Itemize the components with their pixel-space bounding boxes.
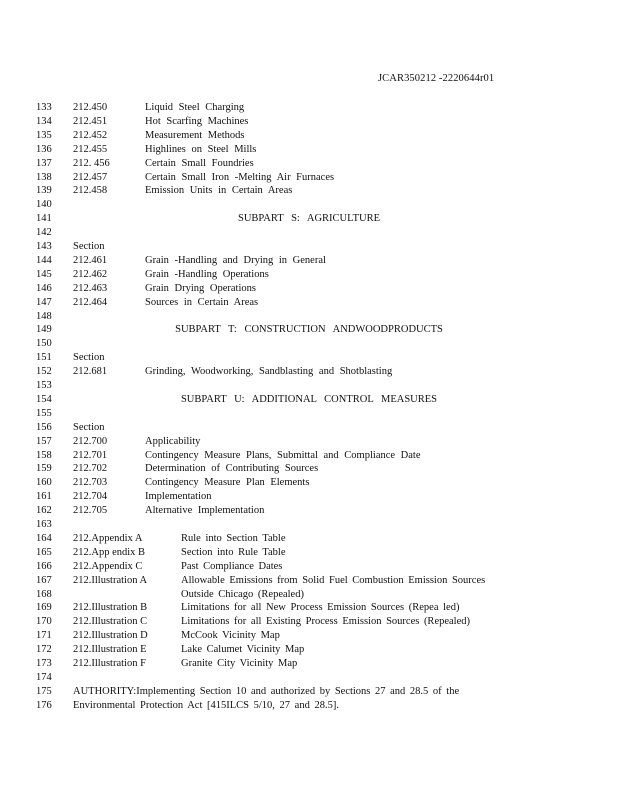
text-line	[0, 449, 618, 463]
line-number: 151	[36, 352, 52, 364]
text-line	[0, 184, 618, 198]
section-number: 212.462	[73, 268, 108, 280]
section-number: 212.461	[73, 254, 108, 266]
line-number: 164	[36, 532, 52, 544]
section-number: 212.705	[73, 505, 108, 517]
section-number: 212.457	[73, 171, 108, 183]
text-line	[0, 518, 618, 532]
text-line	[0, 601, 618, 615]
text-line	[0, 240, 618, 254]
line-number: 153	[36, 380, 52, 391]
text-line	[0, 574, 618, 588]
subpart-heading: SUBPART U: ADDITIONAL CONTROL MEASURES	[180, 393, 438, 405]
section-title: Grain Drying Operations	[145, 282, 256, 294]
section-number: 212.Illustration D	[73, 630, 148, 642]
text-line	[0, 296, 618, 310]
subpart-heading: SUBPART T: CONSTRUCTION ANDWOODPRODUCTS	[175, 324, 443, 336]
section-number: 212.App endix B	[73, 546, 146, 558]
text-line	[0, 407, 618, 421]
line-number: 147	[36, 296, 52, 308]
line-number: 162	[36, 505, 52, 517]
text-line	[0, 379, 618, 393]
section-title: Contingency Measure Plan Elements	[145, 477, 310, 489]
line-number: 174	[36, 671, 52, 683]
section-title: Alternative Implementation	[145, 505, 265, 517]
text-line	[0, 282, 618, 296]
section-number: 212.703	[73, 477, 108, 489]
line-number: 144	[36, 254, 52, 266]
text-line	[0, 504, 618, 518]
appendix-title: Allowable Emissions from Solid Fuel Combustion Emission Sources	[181, 574, 486, 586]
section-number: 212.701	[73, 449, 108, 461]
line-number: 136	[36, 143, 52, 155]
text-line	[0, 629, 618, 643]
section-number: 212.450	[73, 102, 108, 113]
section-title: Measurement Methods	[145, 129, 245, 141]
line-number: 142	[36, 227, 52, 239]
text-line	[0, 226, 618, 240]
line-number: 161	[36, 491, 52, 503]
section-number: 212.700	[73, 435, 108, 447]
line-number: 150	[36, 338, 52, 350]
section-title: Certain Small Iron -Melting Air Furnaces	[145, 171, 335, 183]
section-title: Highlines on Steel Mills	[145, 143, 257, 155]
line-number: 163	[36, 519, 52, 530]
section-number: Section	[73, 352, 105, 364]
line-number: 155	[36, 407, 52, 419]
text-line	[0, 657, 618, 671]
section-title: Sources in Certain Areas	[145, 296, 259, 308]
section-number: 212. 456	[73, 157, 110, 169]
text-line	[0, 532, 618, 546]
text-line	[0, 546, 618, 560]
section-number: 212.Illustration A	[73, 574, 148, 586]
section-number: 212.704	[73, 491, 108, 503]
line-number: 170	[36, 616, 52, 628]
text-line	[0, 462, 618, 476]
line-number: 160	[36, 477, 52, 489]
section-title: Certain Small Foundries	[145, 157, 254, 169]
document-id-header: JCAR350212 -2220644r01	[378, 73, 495, 84]
text-line	[0, 254, 618, 268]
line-number: 137	[36, 157, 52, 169]
appendix-title: Lake Calumet Vicinity Map	[181, 644, 305, 656]
line-number: 173	[36, 658, 52, 669]
text-line	[0, 435, 618, 449]
line-number: 135	[36, 129, 52, 141]
section-number: 212.452	[73, 129, 108, 141]
text-line	[0, 310, 618, 324]
section-number: 212.451	[73, 115, 108, 127]
section-title: Applicability	[145, 435, 201, 447]
line-number: 139	[36, 185, 52, 197]
text-line	[0, 212, 618, 226]
appendix-title: Rule into Section Table	[181, 532, 286, 544]
line-number: 168	[36, 588, 52, 600]
line-number: 138	[36, 171, 52, 183]
line-number: 175	[36, 685, 52, 697]
section-number: 212.464	[73, 296, 108, 308]
text-line	[0, 143, 618, 157]
text-line	[0, 699, 618, 713]
text-line	[0, 365, 618, 379]
text-line	[0, 685, 618, 699]
section-title: Grain -Handling and Drying in General	[145, 254, 326, 266]
text-line	[0, 588, 618, 602]
line-number: 158	[36, 449, 52, 461]
line-number: 169	[36, 602, 52, 614]
appendix-title: Limitations for all New Process Emission Sources (Repea led)	[181, 602, 460, 614]
text-line	[0, 393, 618, 407]
section-number: Section	[73, 241, 105, 252]
text-line	[0, 351, 618, 365]
text-line	[0, 323, 618, 337]
line-number: 146	[36, 282, 52, 294]
section-number: 212.Appendix A	[73, 532, 143, 544]
line-number: 156	[36, 421, 52, 433]
line-number: 167	[36, 574, 52, 586]
authority-text: Environmental Protection Act [415ILCS 5/10, 27 and 28.5].	[73, 699, 339, 711]
section-number: 212.455	[73, 143, 108, 155]
section-title: Emission Units in Certain Areas	[145, 185, 293, 197]
line-number: 154	[36, 393, 52, 405]
text-line	[0, 115, 618, 129]
text-line	[0, 157, 618, 171]
section-title: Implementation	[145, 491, 212, 503]
text-line	[0, 643, 618, 657]
line-number: 176	[36, 699, 52, 711]
section-number: 212.Illustration C	[73, 616, 148, 628]
text-line	[0, 129, 618, 143]
line-number: 143	[36, 241, 52, 252]
appendix-title: McCook Vicinity Map	[181, 630, 280, 642]
section-number: 212.702	[73, 463, 108, 475]
text-line	[0, 490, 618, 504]
line-number: 140	[36, 199, 52, 211]
text-line	[0, 101, 618, 115]
appendix-title: Granite City Vicinity Map	[181, 658, 298, 669]
line-number: 172	[36, 644, 52, 656]
authority-text: AUTHORITY:Implementing Section 10 and authorized by Sections 27 and 28.5 of the	[73, 685, 460, 697]
line-number: 166	[36, 560, 52, 572]
appendix-title: Limitations for all Existing Process Emission Sources (Repealed)	[181, 616, 470, 628]
line-number: 149	[36, 324, 52, 336]
section-title: Grain -Handling Operations	[145, 268, 269, 280]
text-line	[0, 198, 618, 212]
section-number: 212.Appendix C	[73, 560, 143, 572]
line-number: 141	[36, 213, 52, 225]
text-line	[0, 560, 618, 574]
section-number: 212.Illustration B	[73, 602, 148, 614]
text-line	[0, 671, 618, 685]
appendix-title: Section into Rule Table	[181, 546, 286, 558]
line-number: 148	[36, 310, 52, 322]
section-number: Section	[73, 421, 105, 433]
subpart-heading: SUBPART S: AGRICULTURE	[237, 213, 381, 225]
text-line	[0, 337, 618, 351]
text-line	[0, 171, 618, 185]
appendix-title: Outside Chicago (Repealed)	[181, 588, 304, 600]
line-number: 165	[36, 546, 52, 558]
line-number: 152	[36, 366, 52, 378]
line-number: 171	[36, 630, 52, 642]
section-title: Grinding, Woodworking, Sandblasting and Shotblasting	[145, 366, 393, 378]
section-title: Liquid Steel Charging	[145, 102, 245, 113]
section-title: Contingency Measure Plans, Submittal and Compliance Date	[145, 449, 421, 461]
section-number: 212.458	[73, 185, 108, 197]
text-line	[0, 268, 618, 282]
text-line	[0, 421, 618, 435]
text-line	[0, 476, 618, 490]
line-number: 134	[36, 115, 52, 127]
section-title: Hot Scarfing Machines	[145, 115, 249, 127]
section-number: 212.681	[73, 366, 108, 378]
line-number: 157	[36, 435, 52, 447]
appendix-title: Past Compliance Dates	[181, 560, 283, 572]
text-line	[0, 615, 618, 629]
section-number: 212.463	[73, 282, 108, 294]
line-number: 159	[36, 463, 52, 475]
line-number: 133	[36, 102, 52, 113]
line-number: 145	[36, 268, 52, 280]
section-number: 212.Illustration F	[73, 658, 146, 669]
section-number: 212.Illustration E	[73, 644, 147, 656]
section-title: Determination of Contributing Sources	[145, 463, 319, 475]
